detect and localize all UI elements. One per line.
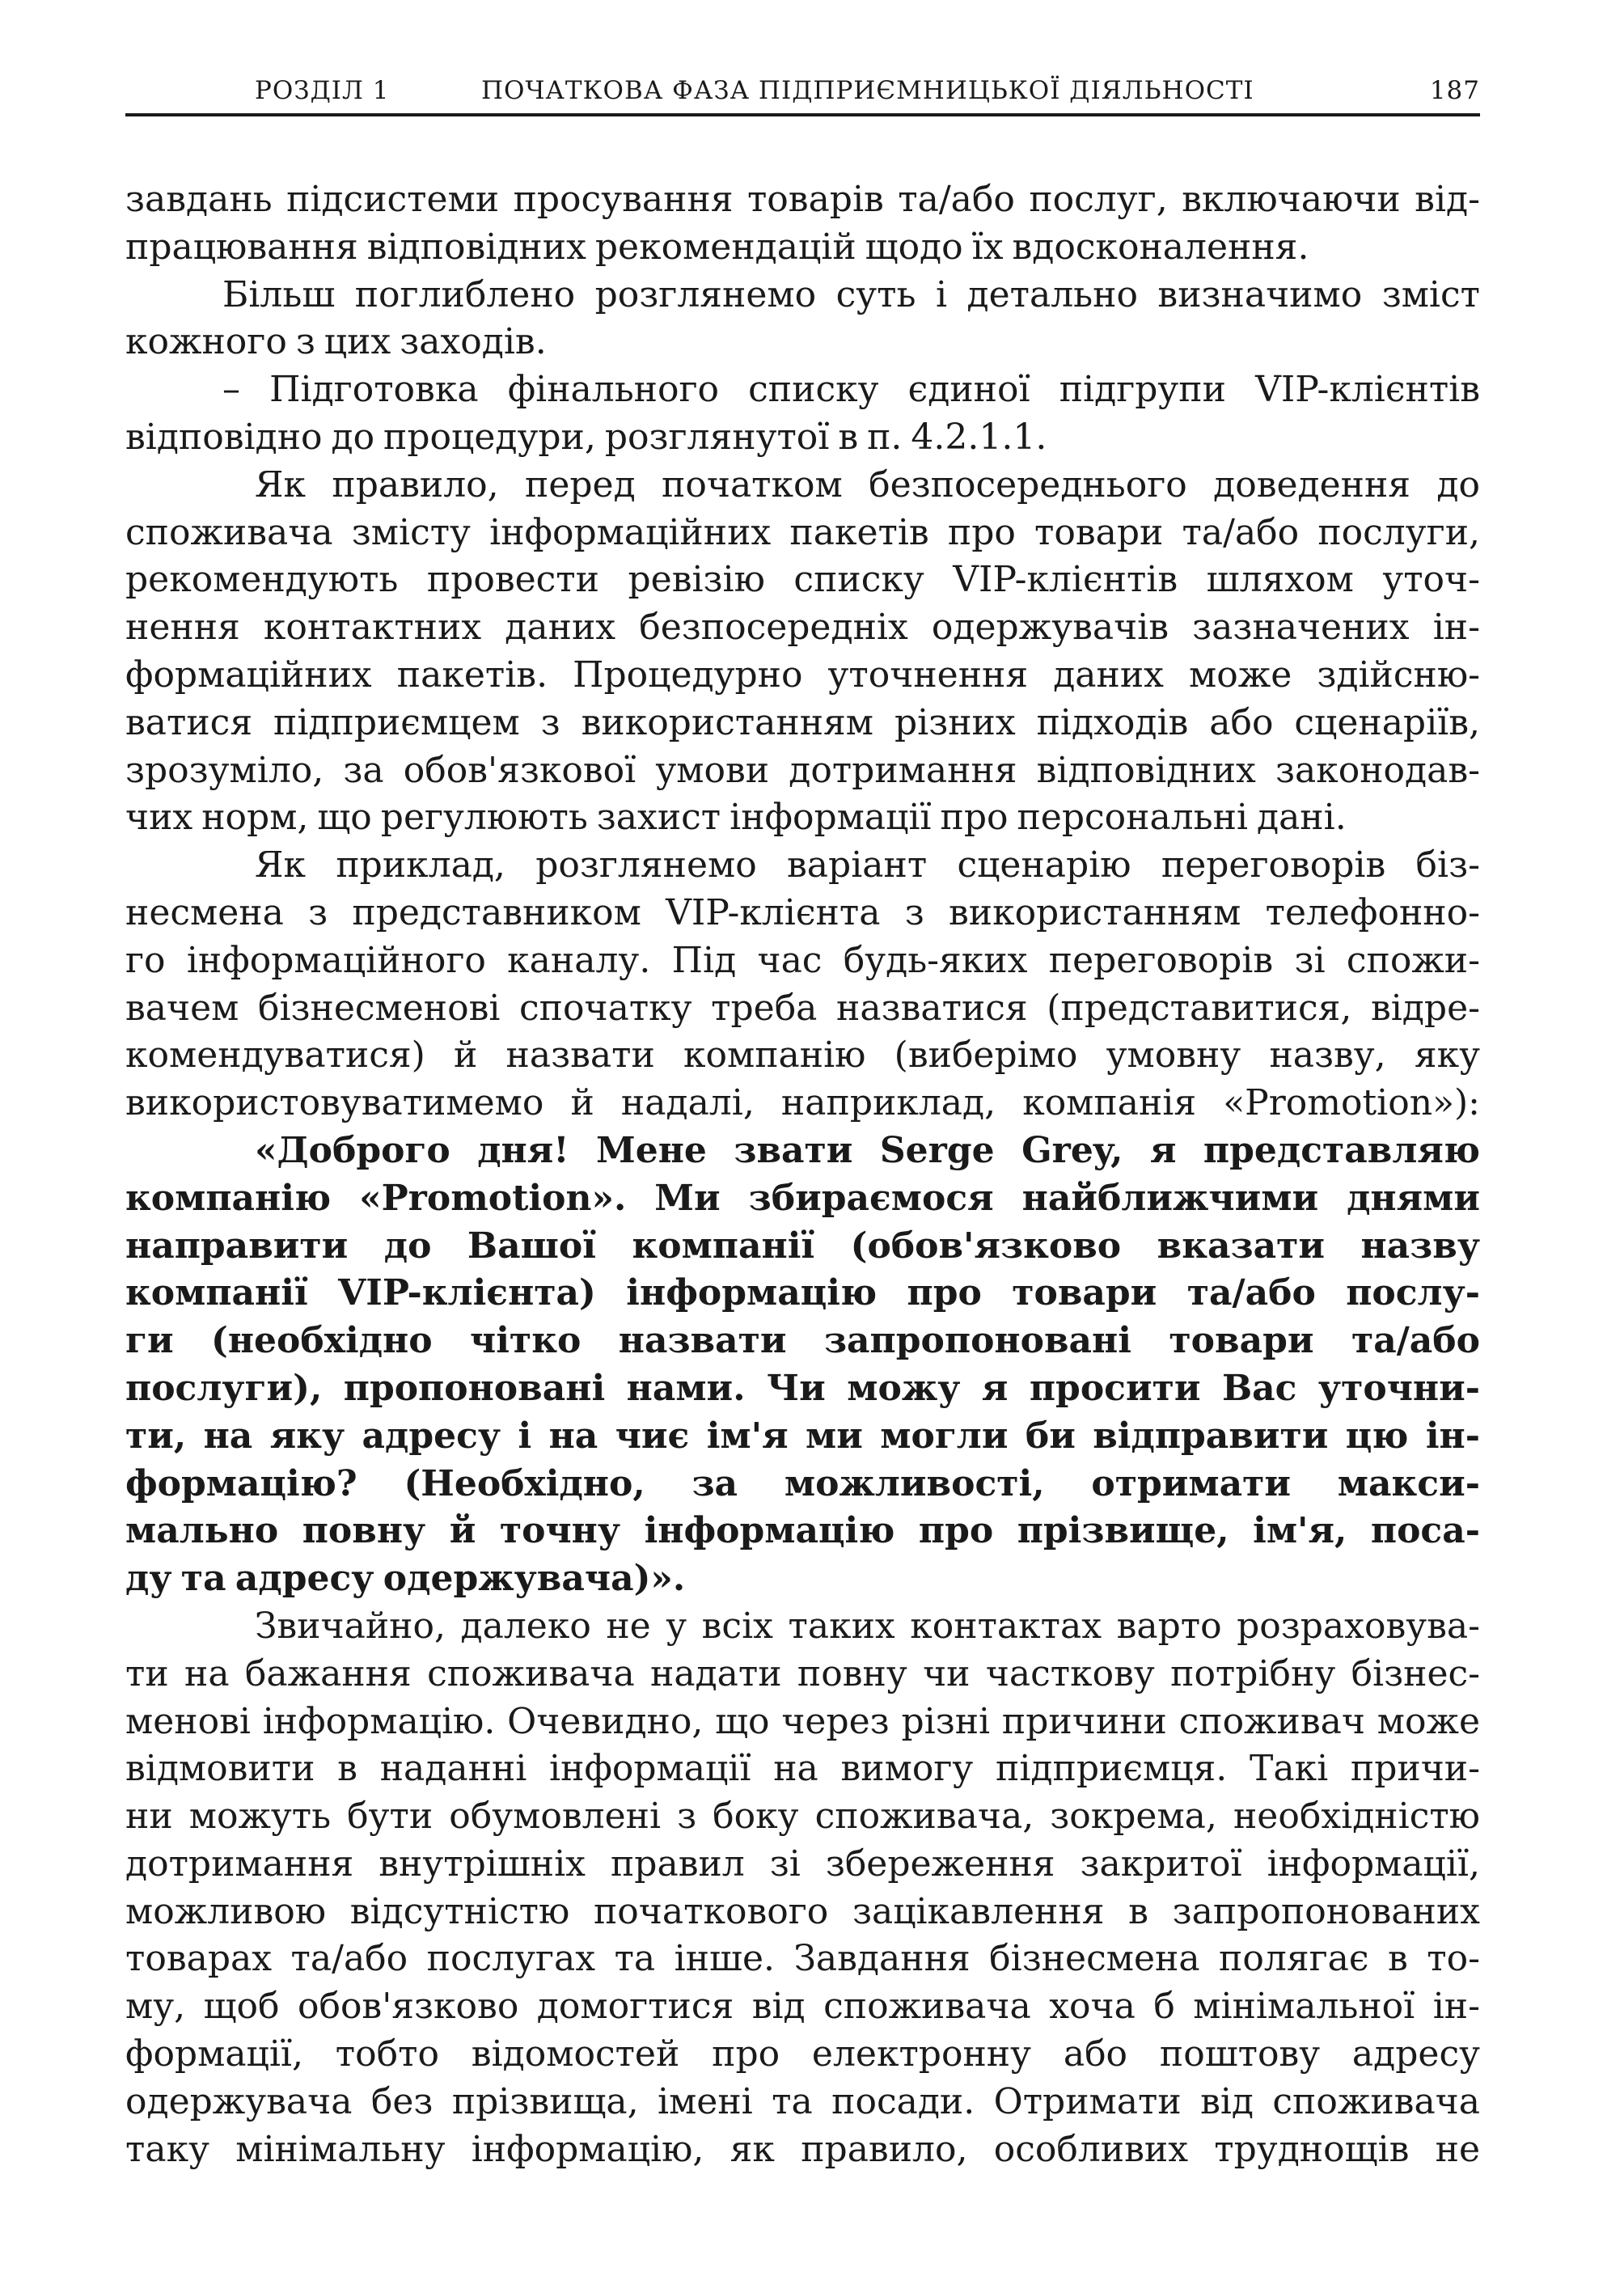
text-line: чих норм, що регулюють захист інформації про персональні дані. (125, 797, 1347, 839)
header-section-label: РОЗДІЛ 1 (255, 76, 390, 105)
text-line: послуги), пропоновані нами. Чи можу я просити Вас уточни- (125, 1367, 1480, 1409)
text-line: ти, на яку адресу і на чиє ім'я ми могли би відправити цю ін- (125, 1415, 1480, 1457)
text-line: мально повну й точну інформацію про прізвище, ім'я, поса- (125, 1510, 1480, 1552)
text-line: направити до Вашої компанії (обов'язково вказати назву (125, 1225, 1480, 1267)
text-line: ватися підприємцем з використанням різних підходів або сценаріїв, (125, 701, 1480, 743)
page-number: 187 (1429, 76, 1480, 105)
text-line: компанію «Promotion». Ми збираємося найближчими днями (125, 1177, 1480, 1219)
text-line: кожного з цих заходів. (125, 321, 547, 363)
text-line: компанії VIP-клієнта) інформацію про товари та/або послу- (125, 1272, 1480, 1314)
text-line: ги (необхідно чітко назвати запропоновані товари та/або (125, 1320, 1480, 1362)
text-line: несмена з представником VIP-клієнта з використанням телефонно- (125, 891, 1480, 933)
text-line: ни можуть бути обумовлені з боку споживача, зокрема, необхідністю (125, 1796, 1480, 1838)
text-line: Більш поглиблено розглянемо суть і детально визначимо зміст (222, 273, 1480, 315)
text-line: працювання відповідних рекомендацій щодо їх вдосконалення. (125, 226, 1309, 268)
text-line: го інформаційного каналу. Під час будь-яких переговорів зі спожи- (125, 939, 1480, 981)
text-line: формаційних пакетів. Процедурно уточнення даних може здійсню- (125, 654, 1480, 696)
text-line: товарах та/або послугах та інше. Завдання бізнесмена полягає в то- (125, 1938, 1480, 1980)
text-line: зрозуміло, за обов'язкової умови дотримання відповідних законодав- (125, 749, 1480, 791)
text-line: формацію? (Необхідно, за можливості, отримати макси- (125, 1462, 1480, 1504)
text-line: менові інформацію. Очевидно, що через різні причини споживач може (125, 1700, 1480, 1742)
text-line: «Доброго дня! Мене звати Serge Grey, я представляю (255, 1129, 1480, 1171)
text-line: вачем бізнесменові спочатку треба назватися (представитися, відре- (125, 987, 1480, 1029)
text-line: формації, тобто відомостей про електронну або поштову адресу (125, 2033, 1480, 2075)
text-line: відмовити в наданні інформації на вимогу підприємця. Такі причи- (125, 1748, 1480, 1790)
text-line: відповідно до процедури, розглянутої в п. 4.2.1.1. (125, 416, 1047, 458)
text-line: Звичайно, далеко не у всіх таких контактах варто розраховува- (255, 1605, 1480, 1647)
text-line: комендуватися) й назвати компанію (виберімо умовну назву, яку (125, 1034, 1480, 1077)
text-line: використовуватимемо й надалі, наприклад, компанія «Promotion»): (125, 1082, 1480, 1124)
text-line: нення контактних даних безпосередніх одержувачів зазначених ін- (125, 607, 1480, 649)
text-line: рекомендують провести ревізію списку VIP-клієнтів шляхом уточ- (125, 559, 1480, 601)
text-line: таку мінімальну інформацію, як правило, особливих труднощів не (125, 2128, 1480, 2170)
text-line: можливою відсутністю початкового зацікавлення в запропонованих (125, 1890, 1480, 1932)
text-line: Як приклад, розглянемо варіант сценарію переговорів біз- (255, 844, 1480, 886)
text-line: ду та адресу одержувача)». (125, 1558, 686, 1600)
text-line: Як правило, перед початком безпосереднього доведення до (255, 463, 1480, 506)
text-line: му, щоб обов'язково домогтися від споживача хоча б мінімальної ін- (125, 1986, 1480, 2028)
text-line: дотримання внутрішніх правил зі збереження закритої інформації, (125, 1842, 1480, 1885)
text-line: завдань підсистеми просування товарів та/або послуг, включаючи від- (125, 179, 1480, 220)
running-header (125, 68, 1480, 116)
page-body (125, 176, 1480, 2173)
text-line: споживача змісту інформаційних пакетів про товари та/або послуги, (125, 511, 1480, 553)
text-line: одержувача без прізвища, імені та посади. Отримати від споживача (125, 2080, 1480, 2122)
text-line: – Підготовка фінального списку єдиної підгрупи VIP-клієнтів (222, 369, 1480, 411)
text-line: ти на бажання споживача надати повну чи часткову потрібну бізнес- (125, 1652, 1480, 1694)
header-chapter-title: ПОЧАТКОВА ФАЗА ПІДПРИЄМНИЦЬКОЇ ДІЯЛЬНОСТІ (481, 76, 1254, 105)
